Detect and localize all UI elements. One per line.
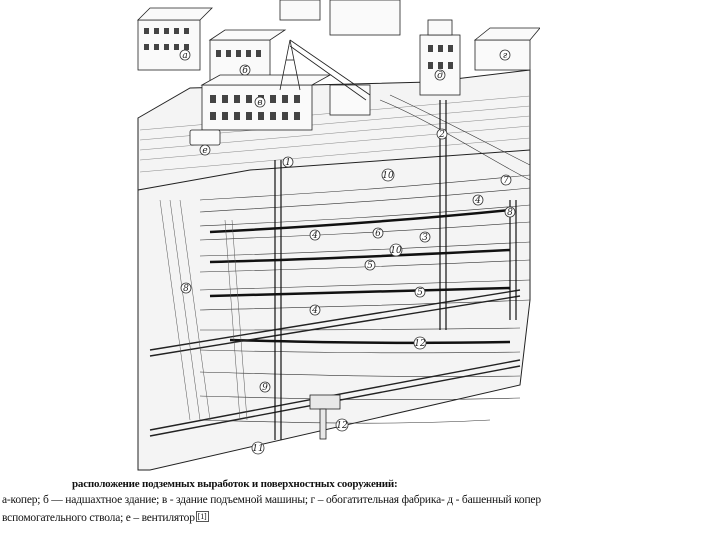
svg-text:4: 4 (312, 306, 318, 316)
svg-text:8: 8 (183, 284, 189, 294)
svg-text:10: 10 (382, 171, 394, 181)
caption-title: расположение подземных выработок и поверхностных сооружений: (72, 478, 398, 490)
mine-diagram (130, 0, 540, 478)
label-12b (336, 419, 348, 431)
footnote-mark[interactable]: [1] (197, 512, 207, 521)
svg-text:11: 11 (252, 444, 264, 454)
svg-text:6: 6 (375, 229, 381, 239)
svg-text:10: 10 (390, 246, 402, 256)
svg-text:4: 4 (475, 196, 481, 206)
fan-housing (190, 130, 220, 145)
label-10a (382, 169, 394, 181)
svg-text:б: б (242, 66, 248, 76)
svg-text:д: д (437, 71, 443, 81)
label-12a (414, 337, 426, 349)
mine-diagram-drawing (130, 0, 540, 478)
svg-text:2: 2 (439, 130, 445, 140)
svg-text:а: а (182, 51, 188, 61)
svg-text:12: 12 (414, 339, 426, 349)
label-10b (390, 244, 402, 256)
label-11 (252, 442, 264, 454)
svg-text:5: 5 (417, 288, 423, 298)
caption-legend-line-2-text: вспомогательного ствола; е – вентилятор (2, 512, 195, 524)
svg-text:4: 4 (312, 231, 318, 241)
svg-text:в: в (257, 98, 263, 108)
svg-text:г: г (502, 51, 508, 61)
svg-text:8: 8 (507, 208, 513, 218)
svg-text:1: 1 (285, 158, 291, 168)
caption-legend-line-2 (2, 511, 209, 524)
caption-legend-line-1: а-копер; б — надшахтное здание; в - здание подъемной машины; г – обогатительная фабрика- д - башенный копер (2, 494, 541, 506)
svg-text:5: 5 (367, 261, 373, 271)
svg-text:е: е (202, 146, 208, 156)
svg-text:12: 12 (336, 421, 348, 431)
svg-text:7: 7 (503, 176, 509, 186)
svg-text:9: 9 (262, 383, 268, 393)
svg-text:3: 3 (422, 233, 428, 243)
